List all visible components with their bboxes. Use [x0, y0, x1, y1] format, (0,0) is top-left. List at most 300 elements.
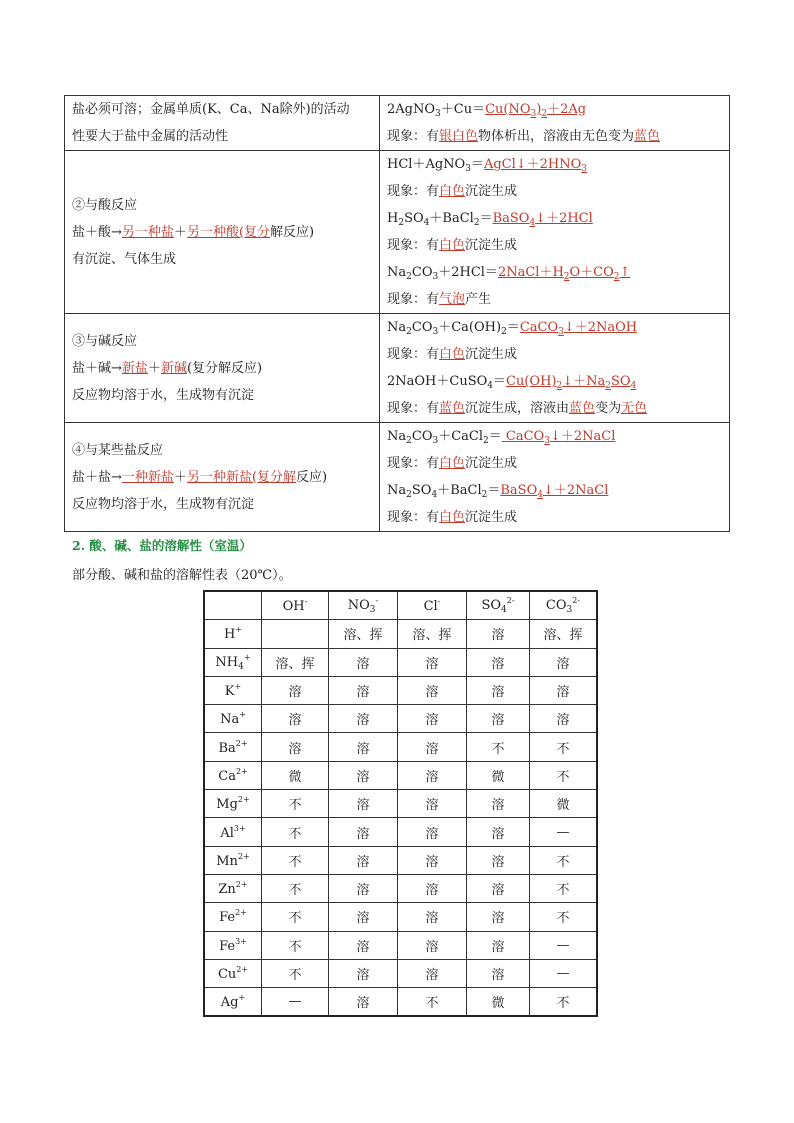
answer-text: ↓＋2HCl [535, 211, 593, 226]
solubility-cell: 溶、挥 [530, 620, 598, 648]
solubility-cell: 溶 [329, 705, 398, 733]
text-segment: ＋ [147, 360, 161, 376]
solubility-cell: 不 [530, 761, 598, 789]
answer-text: Cu(OH) [506, 374, 557, 389]
solubility-row [204, 818, 597, 846]
solubility-cell [262, 620, 329, 648]
answer-text: BaSO [492, 211, 530, 226]
cation-label [204, 818, 262, 846]
text-segment: Cl [423, 599, 438, 615]
text-segment: ＋ [173, 224, 187, 240]
answer-text: 2NaCl＋H [497, 265, 564, 280]
solubility-cell: 溶 [329, 818, 398, 846]
cation-label [204, 790, 262, 818]
answer-text: ↑ [619, 265, 631, 280]
phenomenon-line [387, 450, 722, 477]
text-segment: H [387, 211, 399, 226]
equation-line [387, 96, 722, 123]
solubility-cell: 溶 [467, 931, 530, 959]
solubility-row [204, 931, 597, 959]
text-segment: Ba [218, 740, 236, 756]
text-segment: 2+ [237, 795, 250, 805]
text-segment: 4 [501, 605, 507, 616]
solubility-row [204, 705, 597, 733]
solubility-row [204, 790, 597, 818]
cation-label [204, 620, 262, 648]
solubility-row [204, 846, 597, 874]
text-segment: 4 [423, 218, 430, 228]
reaction-equation-cell [380, 423, 730, 532]
answer-text: 3 [544, 436, 550, 446]
text-segment: 现象：有 [387, 347, 440, 362]
text-segment: 2 [483, 436, 489, 446]
answer-text: 白色 [439, 347, 466, 362]
answer-text: 2 [541, 109, 548, 119]
text-segment: 3 [432, 272, 439, 282]
answer-text: 另一种盐 [121, 224, 174, 240]
text-segment: 现象：有 [387, 456, 440, 471]
solubility-cell: 不 [262, 874, 329, 902]
text-segment: ＝ [488, 429, 502, 444]
solubility-cell: 溶 [398, 676, 467, 704]
text-segment: 沉淀生成 [465, 510, 518, 525]
text-segment: 2+ [235, 908, 247, 918]
solubility-cell: 溶 [467, 903, 530, 931]
solubility-cell: 不 [530, 733, 598, 761]
solubility-row [204, 648, 597, 676]
text-segment: - [437, 597, 441, 607]
solubility-cell: 溶 [329, 761, 398, 789]
text-segment: ＝ [470, 157, 484, 172]
cation-label [204, 988, 262, 1017]
solubility-cell: 溶 [329, 959, 398, 987]
solubility-cell: 不 [530, 846, 598, 874]
answer-text: 新碱 [160, 360, 187, 376]
solubility-cell: 不 [467, 733, 530, 761]
text-segment: 盐＋酸→ [72, 224, 122, 240]
text-segment: Zn [218, 882, 236, 898]
solubility-cell: 溶 [398, 846, 467, 874]
answer-text: 2 [556, 381, 563, 391]
text-segment: 现象：有 [387, 510, 440, 525]
text-segment: + [235, 625, 243, 635]
solubility-cell: 微 [262, 761, 329, 789]
solubility-cell: 溶、挥 [329, 620, 398, 648]
text-segment: ＋Cu＝ [440, 102, 486, 117]
answer-text: ↓＋Na [562, 374, 606, 389]
answer-text: 2 [563, 272, 570, 282]
solubility-cell: 溶 [398, 874, 467, 902]
text-segment: Fe [219, 938, 236, 954]
answer-text: Cu(NO [485, 102, 531, 117]
text-segment: Na [387, 483, 407, 498]
solubility-cell: 溶 [530, 705, 598, 733]
text-segment: NO [347, 598, 370, 614]
solubility-cell: 溶 [467, 790, 530, 818]
answer-text: (复分解 [251, 469, 297, 485]
text-segment: 2+ [236, 965, 249, 974]
text-segment: SO [411, 483, 432, 498]
solubility-cell: 溶 [467, 959, 530, 987]
equation-line [387, 151, 722, 178]
text-segment: 3 [432, 436, 439, 446]
text-segment: K [224, 684, 235, 700]
answer-text: 白色 [439, 456, 466, 471]
phenomenon-line [387, 341, 722, 368]
solubility-cell: 不 [530, 988, 598, 1017]
text-segment: 沉淀生成 [465, 184, 518, 199]
reactions-table-body [65, 96, 730, 532]
text-segment: CO [545, 598, 567, 614]
text-segment: CO [411, 265, 433, 280]
reaction-row [65, 314, 730, 423]
text-segment: ＋Ca(OH) [438, 320, 502, 335]
equation-line [387, 205, 722, 232]
condition-line: ②与酸反应 [72, 197, 138, 213]
text-segment: 反应) [296, 469, 328, 485]
cation-label [204, 705, 262, 733]
text-segment: 2- [506, 596, 515, 606]
text-segment: 现象：有 [387, 129, 440, 144]
solubility-cell: 溶 [329, 903, 398, 931]
equation-line [387, 314, 722, 341]
solubility-cell: 溶 [398, 818, 467, 846]
answer-text: ↓＋2NaOH [563, 320, 638, 335]
solubility-cell: 溶 [467, 846, 530, 874]
text-segment: 盐＋盐→ [72, 469, 122, 485]
section-title: 2. 酸、碱、盐的溶解性（室温） [72, 538, 252, 553]
condition-line [72, 464, 372, 491]
phenomenon-line [387, 395, 722, 422]
text-segment: 2+ [237, 851, 250, 861]
text-segment: CO [411, 320, 433, 335]
solubility-cell: 溶 [329, 988, 398, 1017]
text-segment: 盐＋碱→ [72, 360, 122, 376]
solubility-cell: 溶 [467, 676, 530, 704]
anion-header [204, 591, 262, 620]
solubility-table [203, 590, 598, 1017]
text-segment: 沉淀生成 [465, 347, 518, 362]
solubility-cell: 溶 [398, 648, 467, 676]
text-segment: + [238, 993, 246, 1003]
text-segment: 现象：有 [387, 238, 440, 253]
solubility-row [204, 620, 597, 648]
text-segment: 现象：有 [387, 184, 440, 199]
answer-text: ↓＋2NaCl [542, 483, 609, 498]
answer-text: AgCl↓＋2HNO [483, 157, 582, 172]
phenomenon-line [387, 232, 722, 259]
condition-line [72, 219, 372, 246]
condition-line: 反应物均溶于水，生成物有沉淀 [72, 496, 255, 512]
cation-label [204, 874, 262, 902]
cation-label [204, 959, 262, 987]
reaction-condition-cell [65, 423, 380, 532]
solubility-cell: — [530, 931, 598, 959]
answer-text: 另一种新盐 [186, 469, 252, 485]
solubility-cell: — [530, 818, 598, 846]
condition-line: 盐必须可溶；金属单质(K、Ca、Na除外)的活动 [72, 102, 350, 117]
solubility-cell: — [262, 988, 329, 1017]
text-segment: 2 [481, 490, 488, 500]
text-segment: Na [387, 265, 407, 280]
text-segment: (复分解反应) [186, 360, 263, 376]
solubility-cell: 溶 [398, 733, 467, 761]
answer-text: 无色 [621, 401, 648, 416]
text-segment: 物体析出，溶液由无色变为 [478, 129, 635, 144]
text-segment: H [223, 627, 236, 643]
solubility-cell: 不 [398, 988, 467, 1017]
text-segment: 2+ [235, 766, 248, 776]
anion-header [467, 591, 530, 620]
reaction-condition-cell [65, 314, 380, 423]
answer-text: 3 [581, 164, 588, 174]
solubility-row [204, 988, 597, 1017]
text-segment: 2AgNO [387, 102, 436, 117]
solubility-cell: 微 [467, 988, 530, 1017]
cation-label [204, 761, 262, 789]
table-caption: 部分酸、碱和盐的溶解性表（20℃）。 [72, 568, 292, 583]
solubility-cell: 溶 [398, 790, 467, 818]
text-segment: 2 [473, 218, 480, 228]
reaction-equation-cell [380, 96, 730, 151]
text-segment: Mg [216, 797, 238, 813]
solubility-cell: 溶 [329, 931, 398, 959]
solubility-cell: 溶 [467, 705, 530, 733]
text-segment: 4 [431, 490, 438, 500]
answer-text: 蓝色 [634, 129, 661, 144]
answer-text: 白色 [439, 510, 466, 525]
reaction-condition-cell [65, 151, 380, 314]
text-segment: 2 [406, 436, 412, 446]
answer-text: 一种新盐 [121, 469, 174, 485]
text-segment: 现象：有 [387, 292, 440, 307]
text-segment: 3 [369, 605, 376, 616]
answer-text: 另一种酸 [186, 224, 239, 240]
text-segment: 现象：有 [387, 401, 440, 416]
phenomenon-line [387, 286, 722, 313]
text-segment: 沉淀生成，溶液由 [465, 401, 570, 416]
solubility-cell: 溶 [329, 733, 398, 761]
solubility-row [204, 959, 597, 987]
condition-line: 有沉淀、气体生成 [72, 251, 177, 267]
solubility-cell: 溶 [467, 620, 530, 648]
text-segment: 沉淀生成 [465, 456, 518, 471]
text-segment: + [243, 652, 251, 662]
answer-text: CaCO [501, 429, 545, 444]
text-segment: - [375, 596, 379, 606]
text-segment: ＝ [479, 211, 493, 226]
text-segment: - [304, 597, 308, 607]
answer-text: 2 [605, 381, 611, 391]
text-segment: CO [411, 429, 433, 444]
text-segment: ＝ [506, 320, 520, 335]
text-segment: 2 [406, 490, 412, 500]
reactions-table [64, 95, 730, 532]
solubility-cell: 溶 [398, 761, 467, 789]
solubility-cell: 溶 [398, 959, 467, 987]
solubility-header-row [204, 591, 597, 620]
text-segment: Na [387, 320, 407, 335]
solubility-cell: 溶 [398, 903, 467, 931]
answer-text: 白色 [439, 238, 466, 253]
text-segment: 2+ [235, 738, 248, 748]
solubility-table-body [204, 591, 597, 1016]
answer-text: 4 [529, 218, 536, 228]
reaction-row [65, 96, 730, 151]
answer-text: (复分 [238, 224, 271, 240]
text-segment: ＋BaCl [437, 483, 482, 498]
text-segment: 4 [487, 381, 494, 391]
solubility-cell: 溶 [262, 705, 329, 733]
solubility-cell: 溶 [262, 733, 329, 761]
equation-line [387, 477, 722, 504]
answer-text: ) [536, 102, 542, 117]
answer-text: 银白色 [439, 129, 479, 144]
solubility-row [204, 676, 597, 704]
solubility-cell: 不 [262, 790, 329, 818]
cation-label [204, 903, 262, 931]
text-segment: HCl＋AgNO [387, 157, 466, 172]
solubility-cell: 溶 [329, 648, 398, 676]
reaction-equation-cell [380, 151, 730, 314]
solubility-cell: 不 [262, 959, 329, 987]
text-segment: 3 [435, 109, 441, 119]
text-segment: 3 [465, 164, 471, 174]
answer-text: 气泡 [439, 292, 466, 307]
condition-line: ③与碱反应 [72, 333, 138, 349]
solubility-cell: 不 [262, 903, 329, 931]
answer-text: CaCO [519, 320, 559, 335]
anion-header [329, 591, 398, 620]
solubility-cell: 溶 [329, 790, 398, 818]
text-segment: 3 [432, 327, 439, 337]
text-segment: ＋2HCl＝ [438, 265, 498, 280]
reaction-equation-cell [380, 314, 730, 423]
solubility-cell: 溶 [329, 676, 398, 704]
phenomenon-line [387, 504, 722, 531]
solubility-row [204, 733, 597, 761]
text-segment: 3+ [235, 936, 247, 946]
text-segment: + [234, 682, 242, 692]
answer-text: 新盐 [121, 360, 148, 376]
answer-text: 白色 [439, 184, 466, 199]
text-segment: 产生 [465, 292, 492, 307]
phenomenon-line [387, 178, 722, 205]
solubility-row [204, 903, 597, 931]
text-segment: Na [220, 712, 240, 728]
answer-text: SO [611, 374, 631, 389]
condition-line: 反应物均溶于水，生成物有沉淀 [72, 387, 255, 403]
condition-line: 性要大于盐中金属的活动性 [72, 129, 229, 144]
text-segment: + [239, 710, 246, 720]
solubility-cell: 溶 [530, 648, 598, 676]
text-segment: 3+ [233, 823, 246, 833]
equation-line [387, 259, 722, 286]
answer-text: ↓＋2NaCl [549, 429, 616, 444]
text-segment: ＋CaCl [438, 429, 484, 444]
solubility-cell: 溶 [467, 648, 530, 676]
condition-line [72, 355, 372, 382]
text-segment: SO [404, 211, 424, 226]
text-segment: Na [387, 429, 407, 444]
solubility-cell: 溶、挥 [262, 648, 329, 676]
anion-header [262, 591, 329, 620]
solubility-cell: 微 [530, 790, 598, 818]
text-segment: 2 [398, 218, 405, 228]
reaction-row [65, 151, 730, 314]
cation-label [204, 931, 262, 959]
answer-text: 3 [558, 327, 564, 337]
text-segment: Ca [218, 768, 236, 784]
text-segment: 2 [406, 272, 412, 282]
equation-line [387, 423, 722, 450]
cation-label [204, 648, 262, 676]
text-segment: 2 [406, 327, 412, 337]
text-segment: 沉淀生成 [465, 238, 518, 253]
text-segment: 2+ [235, 880, 248, 890]
text-segment: 2 [501, 327, 507, 337]
answer-text: O＋CO [569, 265, 614, 280]
text-segment: 4 [238, 661, 244, 672]
reaction-condition-cell [65, 96, 380, 151]
reaction-row [65, 423, 730, 532]
solubility-cell: 溶 [467, 818, 530, 846]
cation-label [204, 676, 262, 704]
text-segment: Al [220, 825, 234, 841]
text-segment: SO [481, 598, 502, 614]
solubility-cell: 溶 [398, 705, 467, 733]
solubility-cell: 不 [262, 846, 329, 874]
text-segment: ＝ [487, 483, 501, 498]
answer-text: 蓝色 [439, 401, 466, 416]
answer-text: BaSO [500, 483, 538, 498]
text-segment: 变为 [595, 401, 622, 416]
solubility-row [204, 761, 597, 789]
text-segment: Fe [219, 910, 236, 926]
phenomenon-line [387, 123, 722, 150]
text-segment: 2NaOH＋CuSO [387, 374, 488, 389]
answer-text: 3 [530, 109, 537, 119]
text-segment: Ag [220, 995, 239, 1011]
answer-text: ＋2Ag [547, 102, 587, 117]
text-segment: ＋ [173, 469, 187, 485]
solubility-cell: 溶 [329, 874, 398, 902]
solubility-cell: 不 [530, 903, 598, 931]
text-segment: NH [215, 654, 239, 670]
solubility-cell: 不 [530, 874, 598, 902]
anion-header [530, 591, 598, 620]
anion-header [398, 591, 467, 620]
text-segment: 解反应) [270, 224, 315, 240]
text-segment: 3 [566, 605, 573, 616]
answer-text: 4 [537, 490, 543, 500]
text-segment: ＝ [493, 374, 507, 389]
solubility-cell: 溶 [530, 676, 598, 704]
solubility-row [204, 874, 597, 902]
condition-line: ④与某些盐反应 [72, 442, 164, 458]
solubility-cell: 溶 [467, 874, 530, 902]
answer-text: 2 [613, 272, 620, 282]
text-segment: OH [282, 599, 305, 615]
text-segment: Mn [216, 853, 238, 869]
solubility-cell: 溶 [398, 931, 467, 959]
answer-text: 4 [630, 381, 637, 391]
answer-text: 蓝色 [569, 401, 596, 416]
solubility-cell: 溶 [329, 846, 398, 874]
solubility-cell: 不 [262, 818, 329, 846]
cation-label [204, 846, 262, 874]
solubility-cell: 微 [467, 761, 530, 789]
